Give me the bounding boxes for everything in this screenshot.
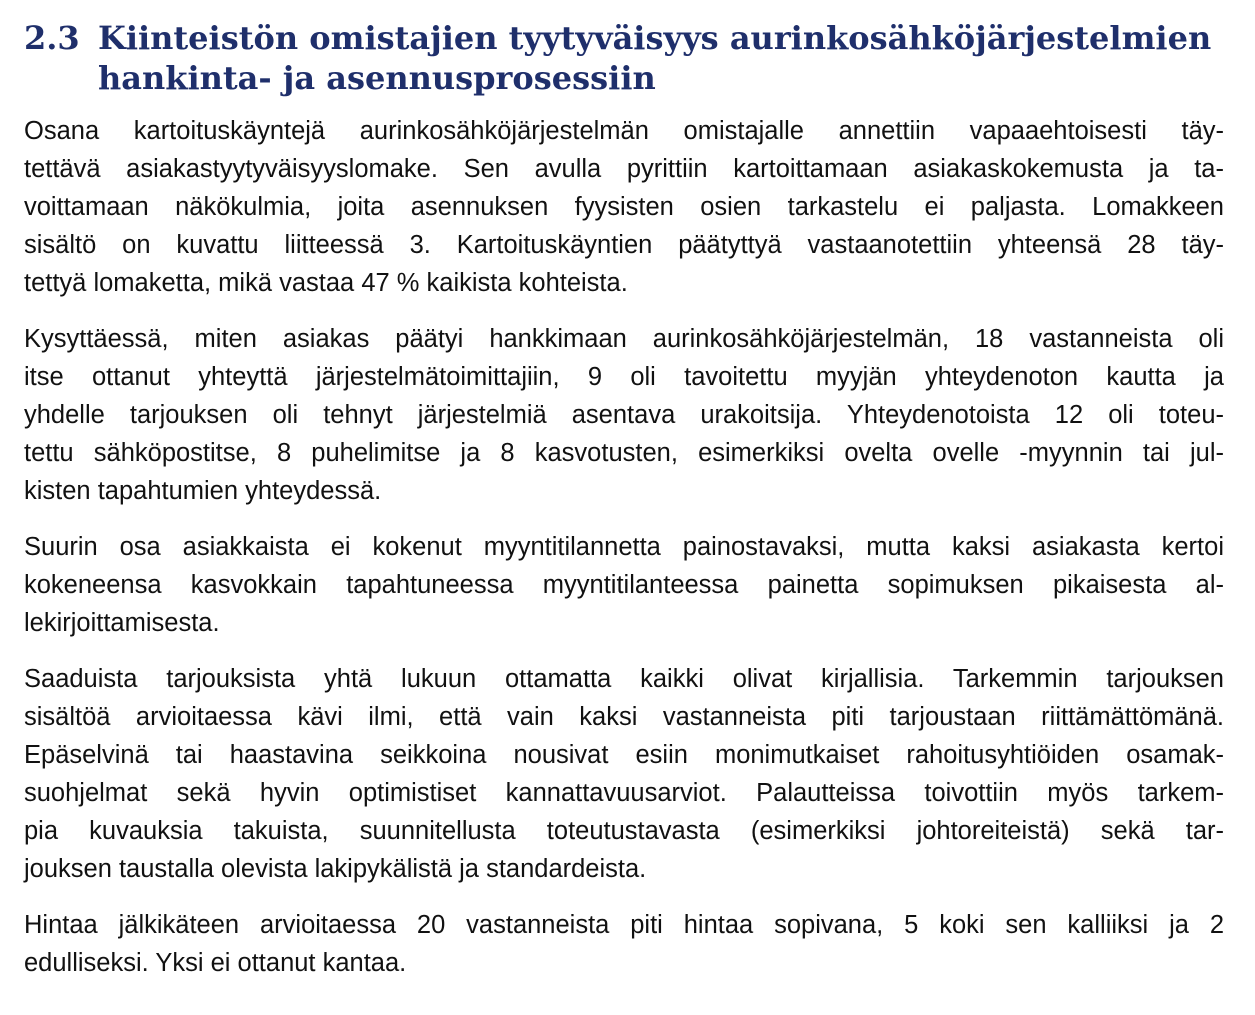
paragraph-acquisition-channels [24, 320, 1224, 510]
text-line: lekirjoittamisesta. [24, 609, 220, 637]
text-line: tettu sähköpostitse, 8 puhelimitse ja 8 kasvotusten, esimerkiksi ovelta ovelle -myynnin tai jul- [24, 439, 1224, 467]
text-line: sisältöä arvioitaessa kävi ilmi, että vain kaksi vastanneista piti tarjoustaan riittämättömänä. [24, 703, 1224, 731]
section-title-line: hankinta- ja asennusprosessiin [98, 59, 656, 97]
section-heading [24, 18, 1224, 98]
text-line: sisältö on kuvattu liitteessä 3. Kartoituskäyntien päätyttyä vastaanotettiin yhteensä 28 täy- [24, 231, 1224, 259]
text-line: Kysyttäessä, miten asiakas päätyi hankkimaan aurinkosähköjärjestelmän, 18 vastanneista oli [24, 325, 1224, 353]
section-number: 2.3 [24, 19, 80, 57]
text-line: kisten tapahtumien yhteydessä. [24, 477, 382, 505]
text-line: tettyä lomaketta, mikä vastaa 47 % kaikista kohteista. [24, 269, 628, 297]
text-line: voittamaan näkökulmia, joita asennuksen fyysisten osien tarkastelu ei paljasta. Lomakkeen [24, 193, 1224, 221]
text-line: Saaduista tarjouksista yhtä lukuun ottamatta kaikki olivat kirjallisia. Tarkemmin tarjouksen [24, 665, 1224, 693]
text-line: edulliseksi. Yksi ei ottanut kantaa. [24, 949, 407, 977]
document-page [24, 18, 1224, 1000]
text-line: tettävä asiakastyytyväisyyslomake. Sen avulla pyrittiin kartoittamaan asiakaskokemusta ja ta- [24, 155, 1224, 183]
paragraph-offers [24, 660, 1224, 888]
paragraph-price-assessment [24, 906, 1224, 982]
paragraph-survey-intro [24, 112, 1224, 302]
text-line: Suurin osa asiakkaista ei kokenut myyntitilannetta painostavaksi, mutta kaksi asiakasta kertoi [24, 533, 1224, 561]
text-line: Epäselvinä tai haastavina seikkoina nousivat esiin monimutkaiset rahoitusyhtiöiden osamak- [24, 741, 1224, 769]
section-title [98, 18, 1224, 98]
text-line: suohjelmat sekä hyvin optimistiset kannattavuusarviot. Palautteissa toivottiin myös tarkem- [24, 779, 1224, 807]
text-line: Hintaa jälkikäteen arvioitaessa 20 vastanneista piti hintaa sopivana, 5 koki sen kalliiksi ja 2 [24, 911, 1224, 939]
paragraph-sales-pressure [24, 528, 1224, 642]
text-line: Osana kartoituskäyntejä aurinkosähköjärjestelmän omistajalle annettiin vapaaehtoisesti täy- [24, 117, 1224, 145]
text-line: kokeneensa kasvokkain tapahtuneessa myyntitilanteessa painetta sopimuksen pikaisesta al- [24, 571, 1224, 599]
text-line: pia kuvauksia takuista, suunnitellusta toteutustavasta (esimerkiksi johtoreiteistä) sekä tar- [24, 817, 1224, 845]
section-title-line: Kiinteistön omistajien tyytyväisyys aurinkosähköjärjestelmien [98, 19, 1212, 57]
text-line: itse ottanut yhteyttä järjestelmätoimittajiin, 9 oli tavoitettu myyjän yhteydenoton kautta ja [24, 363, 1224, 391]
text-line: jouksen taustalla olevista lakipykälistä ja standardeista. [24, 855, 647, 883]
text-line: yhdelle tarjouksen oli tehnyt järjestelmiä asentava urakoitsija. Yhteydenotoista 12 oli toteu- [24, 401, 1224, 429]
